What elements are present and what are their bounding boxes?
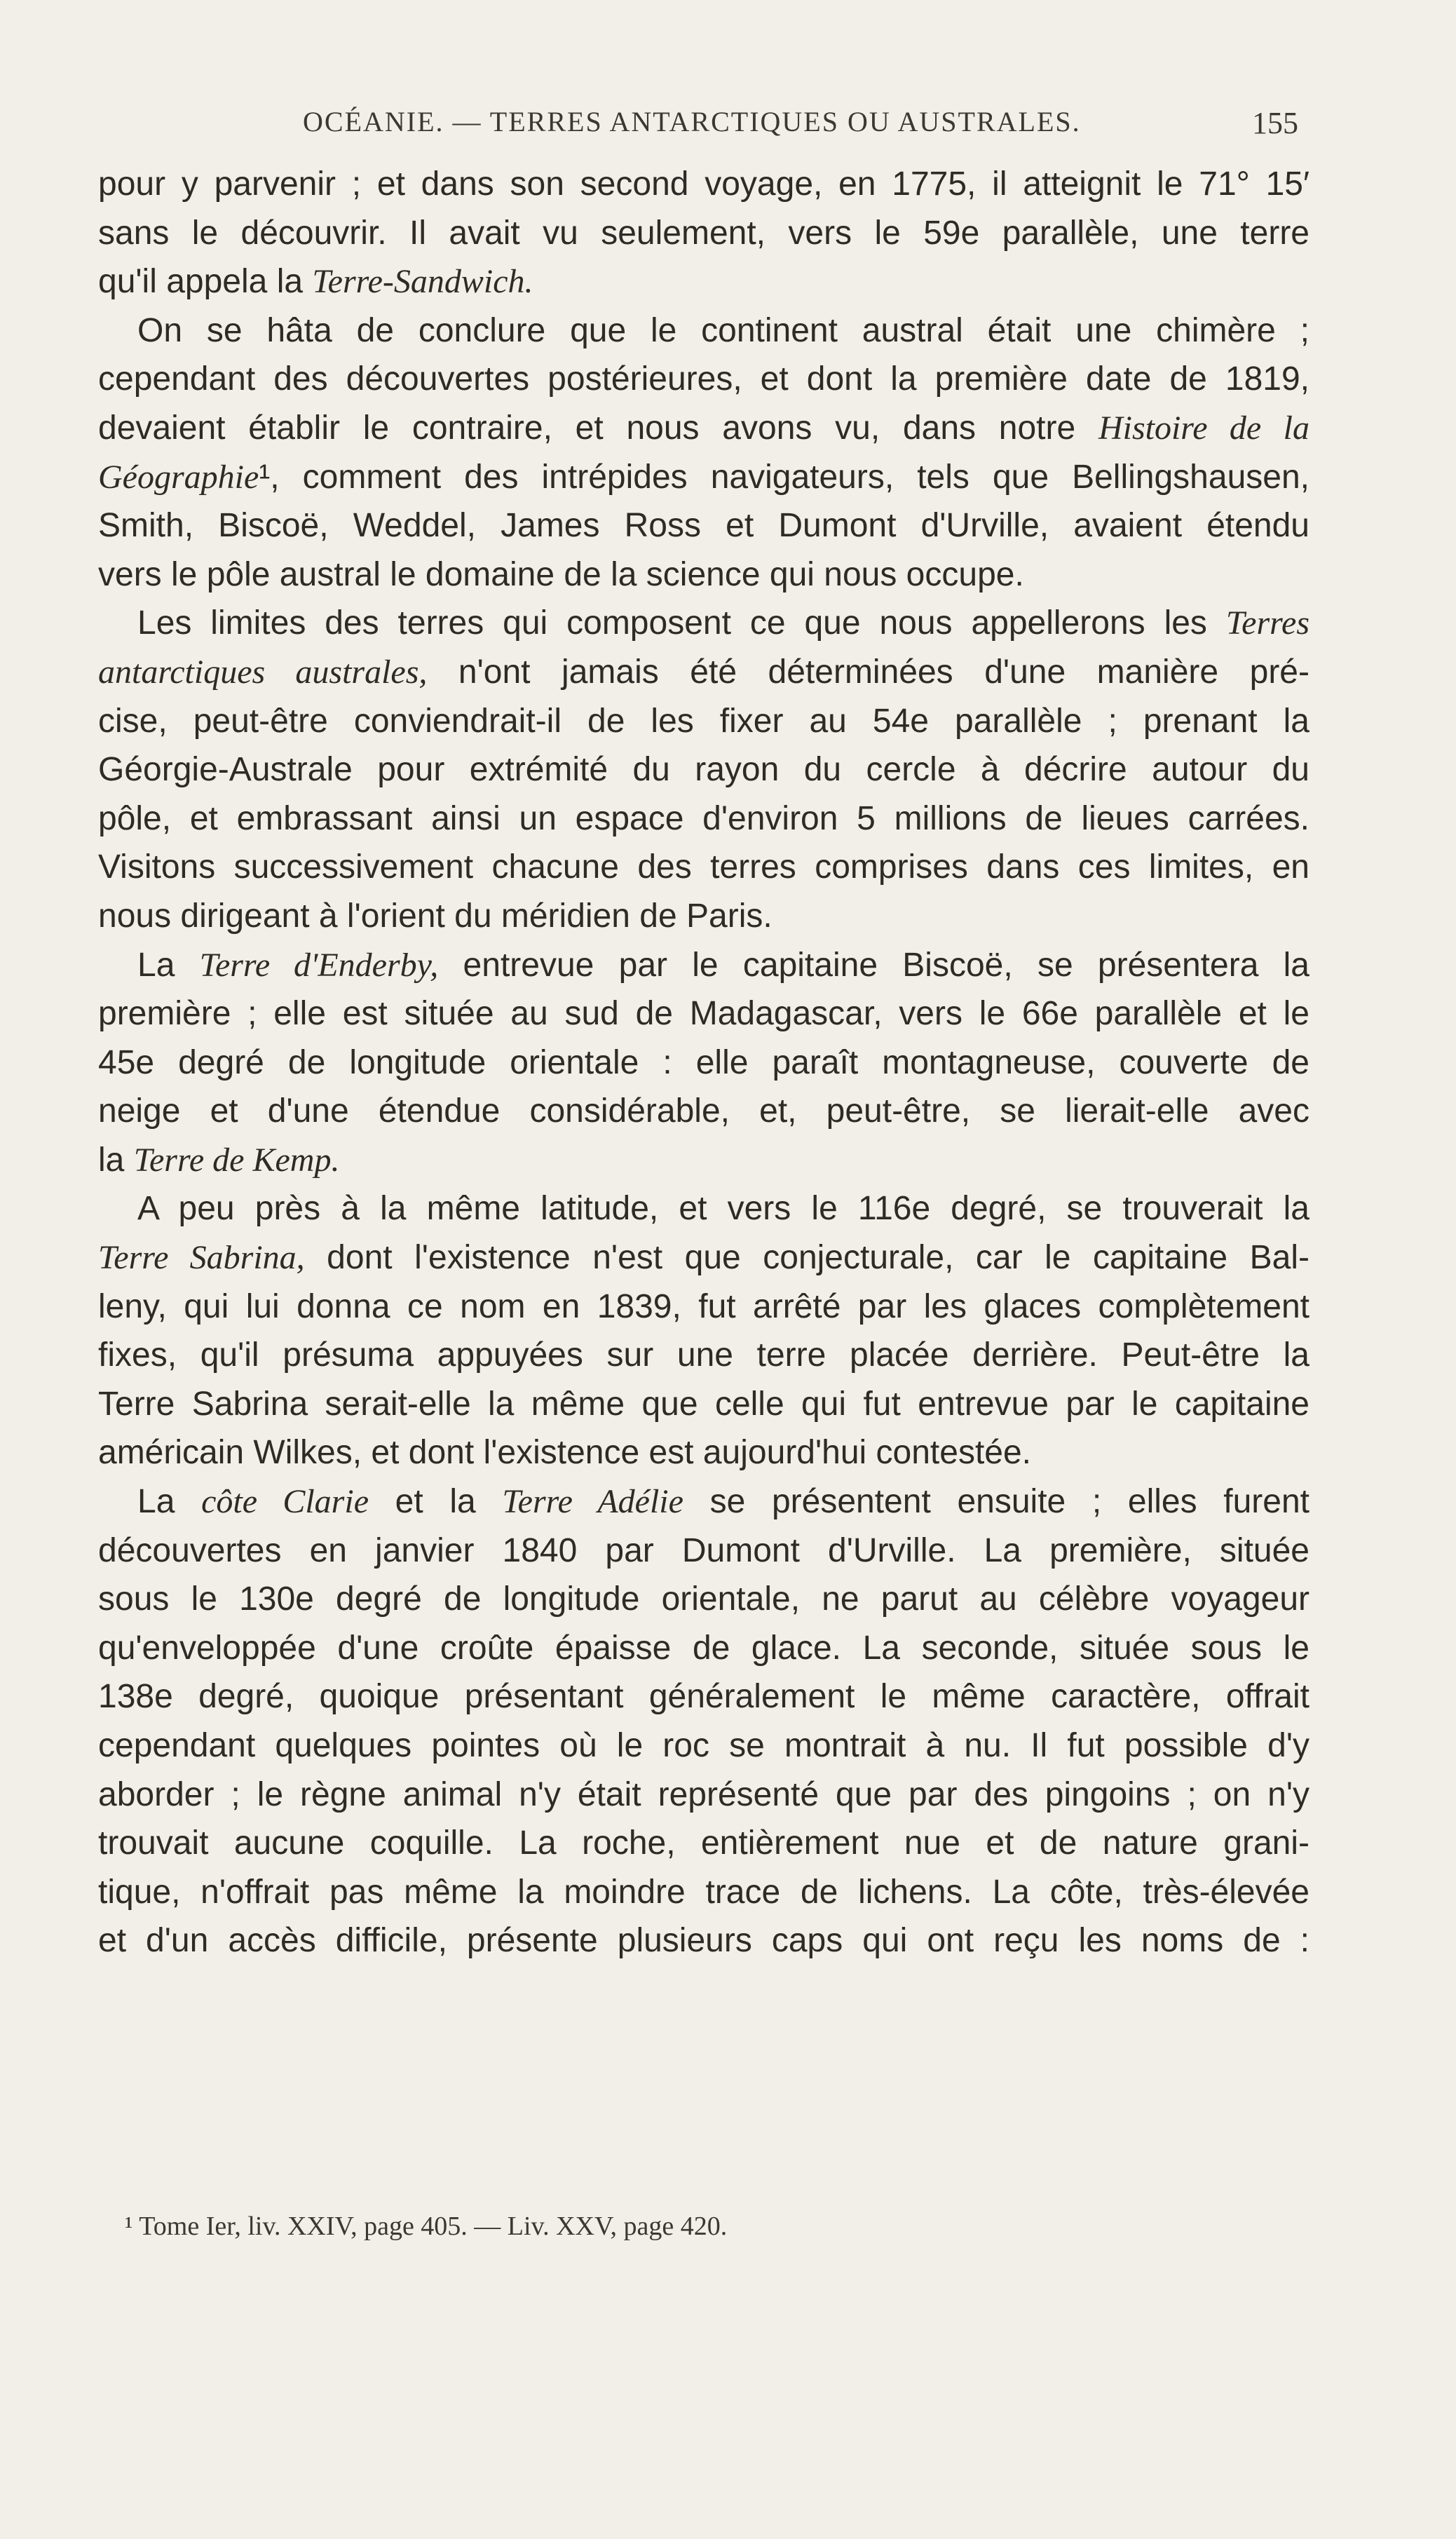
italic-text: Histoire de la <box>1098 409 1309 447</box>
text-line <box>98 843 1309 892</box>
text-line <box>98 1526 1309 1576</box>
text-run: première ; elle est située au sud de Madagascar, vers le 66e parallèle et le <box>98 995 1309 1033</box>
text-line <box>98 1428 1309 1477</box>
text-line <box>98 1087 1309 1136</box>
text-line <box>98 355 1309 404</box>
italic-text: Terre de Kemp. <box>133 1141 340 1179</box>
text-run: et d'un accès difficile, présente plusieurs caps qui ont reçu les noms de : <box>98 1922 1309 1960</box>
text-line <box>98 1380 1309 1429</box>
text-line <box>98 1282 1309 1332</box>
text-line <box>98 1575 1309 1624</box>
text-run: La <box>137 1483 202 1521</box>
text-run: Smith, Biscoë, Weddel, James Ross et Dumont d'Urville, avaient étendu <box>98 507 1309 545</box>
text-run: qu'il appela la <box>98 263 313 301</box>
text-line <box>98 1916 1309 1965</box>
text-run: cependant des découvertes postérieures, et dont la première date de 1819, <box>98 360 1309 398</box>
text-run: la <box>98 1141 134 1179</box>
text-line <box>98 404 1309 453</box>
text-run: qu'enveloppée d'une croûte épaisse de glace. La seconde, située sous le <box>98 1629 1309 1667</box>
text-line <box>98 1038 1309 1088</box>
italic-text: antarctiques australes, <box>98 653 428 691</box>
text-run: Terre Sabrina serait-elle la même que celle qui fut entrevue par le capitaine <box>98 1385 1309 1423</box>
text-run: nous dirigeant à l'orient du méridien de Paris. <box>98 897 773 935</box>
text-line <box>98 892 1309 941</box>
italic-text: Terre d'Enderby, <box>199 946 439 984</box>
text-run: neige et d'une étendue considérable, et, peut-être, se lierait-elle avec <box>98 1092 1309 1130</box>
italic-text: côte Clarie <box>201 1483 369 1521</box>
text-run: ¹, comment des intrépides navigateurs, tels que Bellingshausen, <box>259 458 1309 496</box>
body-text <box>98 160 1309 1965</box>
text-run: sous le 130e degré de longitude orientale, ne parut au célèbre voyageur <box>98 1580 1309 1618</box>
text-line <box>98 209 1309 258</box>
text-line <box>98 745 1309 794</box>
text-run: et la <box>369 1483 503 1521</box>
text-run: entrevue par le capitaine Biscoë, se présentera la <box>438 946 1310 984</box>
text-line <box>98 306 1309 356</box>
italic-text: Terre Sabrina, <box>98 1239 305 1277</box>
text-line <box>98 1770 1309 1820</box>
text-run: vers le pôle austral le domaine de la science qui nous occupe. <box>98 555 1024 593</box>
italic-text: Terre Adélie <box>502 1483 683 1521</box>
text-line <box>98 501 1309 550</box>
text-run: Géorgie-Australe pour extrémité du rayon du cercle à décrire autour du <box>98 751 1309 789</box>
text-run: se présentent ensuite ; elles furent <box>683 1483 1309 1521</box>
text-line <box>98 1477 1309 1526</box>
italic-text: Terre-Sandwich. <box>312 263 533 301</box>
text-line <box>98 648 1309 697</box>
text-run: tique, n'offrait pas même la moindre trace de lichens. La côte, très-élevée <box>98 1873 1309 1911</box>
page-header <box>303 105 1298 147</box>
italic-text: Terres <box>1225 604 1309 642</box>
text-line <box>98 1184 1309 1233</box>
text-run: pôle, et embrassant ainsi un espace d'environ 5 millions de lieues carrées. <box>98 799 1309 837</box>
text-line <box>98 599 1309 648</box>
text-run: dont l'existence n'est que conjecturale, car le capitaine Bal- <box>304 1239 1309 1277</box>
text-line <box>98 1721 1309 1770</box>
text-line <box>98 1672 1309 1721</box>
text-line <box>98 989 1309 1038</box>
text-run: A peu près à la même latitude, et vers le 116e degré, se trouverait la <box>137 1190 1309 1228</box>
text-run: 138e degré, quoique présentant généralement le même caractère, offrait <box>98 1678 1309 1716</box>
text-run: Visitons successivement chacune des terres comprises dans ces limites, en <box>98 848 1309 886</box>
text-line <box>98 550 1309 600</box>
footnote: ¹ Tome Ier, liv. XXIV, page 405. — Liv. XXV, page 420. <box>125 2212 728 2241</box>
text-line <box>98 453 1309 502</box>
text-line <box>98 1233 1309 1282</box>
text-run: américain Wilkes, et dont l'existence est aujourd'hui contestée. <box>98 1434 1032 1472</box>
text-run: La <box>137 946 200 984</box>
text-run: pour y parvenir ; et dans son second voyage, en 1775, il atteignit le 71° 15′ <box>98 165 1309 203</box>
text-run: trouvait aucune coquille. La roche, entièrement nue et de nature grani- <box>98 1824 1309 1862</box>
text-line <box>98 160 1309 209</box>
text-line <box>98 1819 1309 1868</box>
text-line <box>98 941 1309 990</box>
text-run: découvertes en janvier 1840 par Dumont d'Urville. La première, située <box>98 1531 1309 1569</box>
running-head: OCÉANIE. — TERRES ANTARCTIQUES OU AUSTRALES. <box>303 106 1081 137</box>
text-run: cise, peut-être conviendrait-il de les fixer au 54e parallèle ; prenant la <box>98 702 1309 740</box>
text-line <box>98 1136 1309 1185</box>
text-run: cependant quelques pointes où le roc se montrait à nu. Il fut possible d'y <box>98 1727 1309 1764</box>
text-run: Les limites des terres qui composent ce que nous appellerons les <box>137 604 1226 642</box>
text-line <box>98 1624 1309 1673</box>
text-run: fixes, qu'il présuma appuyées sur une terre placée derrière. Peut-être la <box>98 1336 1309 1374</box>
text-line <box>98 1331 1309 1380</box>
text-run: n'ont jamais été déterminées d'une manière pré- <box>427 653 1309 691</box>
text-line <box>98 794 1309 844</box>
text-line <box>98 1868 1309 1917</box>
text-run: aborder ; le règne animal n'y était représenté que par des pingoins ; on n'y <box>98 1775 1309 1813</box>
text-run: On se hâta de conclure que le continent austral était une chimère ; <box>137 311 1309 349</box>
text-line <box>98 257 1309 306</box>
text-line <box>98 697 1309 746</box>
text-run: devaient établir le contraire, et nous avons vu, dans notre <box>98 409 1098 447</box>
italic-text: Géographie <box>98 458 259 496</box>
page-number: 155 <box>1252 106 1298 140</box>
text-run: 45e degré de longitude orientale : elle paraît montagneuse, couverte de <box>98 1043 1309 1081</box>
text-run: sans le découvrir. Il avait vu seulement, vers le 59e parallèle, une terre <box>98 214 1309 252</box>
text-run: leny, qui lui donna ce nom en 1839, fut arrêté par les glaces complètement <box>98 1287 1309 1325</box>
